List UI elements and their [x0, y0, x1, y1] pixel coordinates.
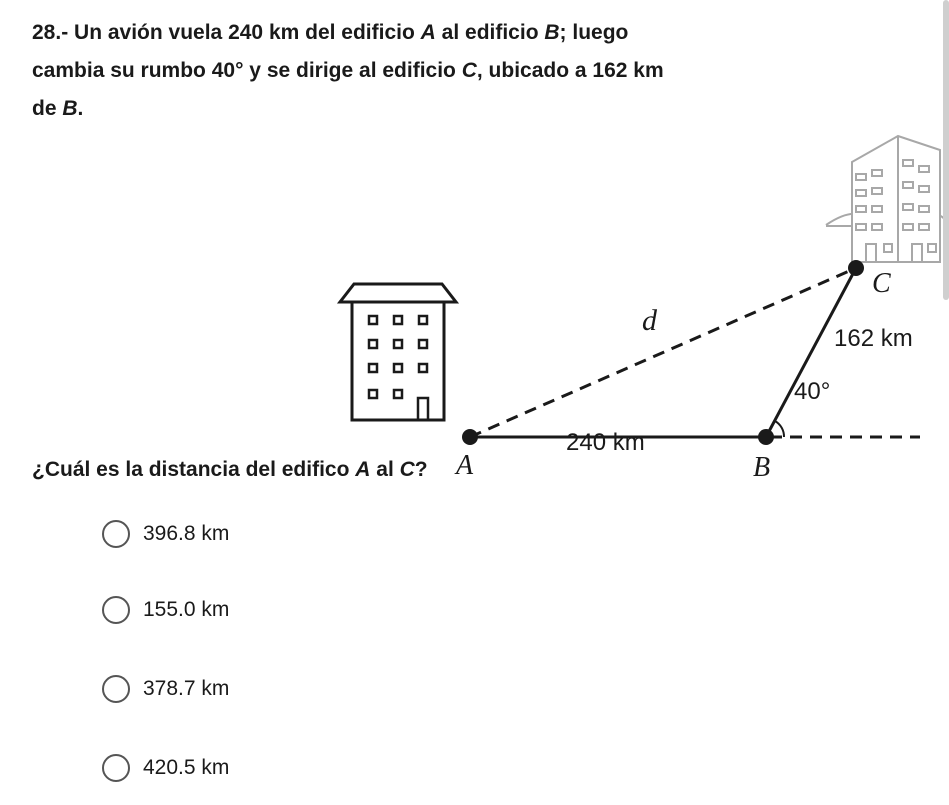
segment-bc: [766, 268, 856, 437]
answer-option-4[interactable]: [102, 751, 229, 785]
answer-option-3[interactable]: [102, 672, 229, 706]
radio-button-icon[interactable]: [102, 675, 130, 703]
side-ab-length: 240 km: [566, 429, 645, 456]
option-label: 378.7 km: [143, 677, 230, 700]
point-c: [848, 260, 864, 276]
answer-option-2[interactable]: [102, 593, 229, 627]
scrollbar[interactable]: [943, 0, 949, 300]
radio-button-icon[interactable]: [102, 596, 130, 624]
label-c: C: [872, 268, 891, 299]
side-bc-length: 162 km: [834, 325, 913, 352]
angle-label: 40°: [794, 378, 831, 405]
question-text: ¿Cuál es la distancia del edifico A al C?: [32, 458, 428, 481]
point-a: [462, 429, 478, 445]
label-b: B: [753, 452, 771, 483]
point-b: [758, 429, 774, 445]
radio-button-icon[interactable]: [102, 520, 130, 548]
option-label: 396.8 km: [143, 522, 230, 545]
building-a-icon: [340, 284, 456, 420]
distance-d-line: [470, 268, 856, 437]
option-label: 420.5 km: [143, 756, 230, 779]
angle-arc: [775, 421, 784, 437]
radio-button-icon[interactable]: [102, 754, 130, 782]
answer-option-1[interactable]: [102, 517, 229, 551]
label-d: d: [642, 304, 657, 337]
label-a: A: [456, 450, 474, 481]
building-c-icon: [826, 136, 946, 262]
problem-statement: 28.- Un avión vuela 240 km del edificio A al edificio B; luego cambia su rumbo 40° y se dirige al edificio C, ubicado a 162 km de B.: [32, 21, 664, 120]
option-label: 155.0 km: [143, 598, 230, 621]
